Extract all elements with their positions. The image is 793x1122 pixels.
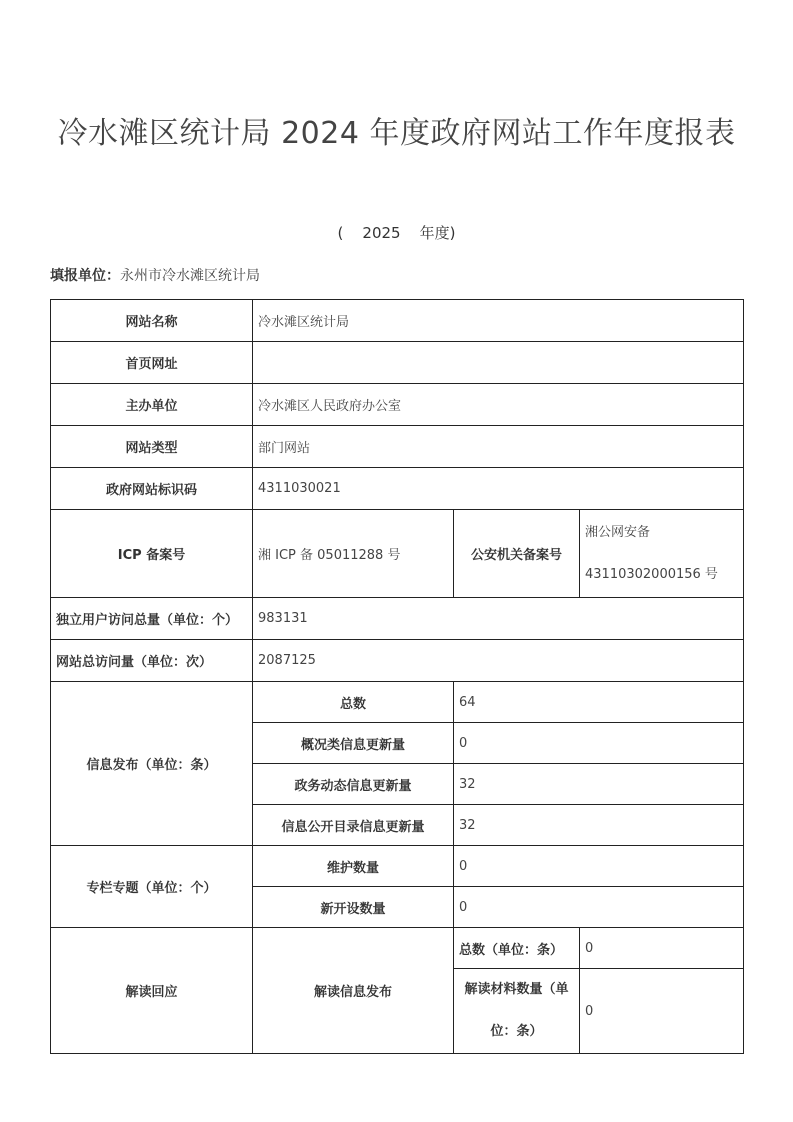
- interpret-materials-value: 0: [580, 969, 744, 1054]
- row-site-id: [51, 468, 744, 510]
- filing-unit-label: 填报单位：: [50, 268, 120, 284]
- interpret-materials-label: [454, 969, 580, 1054]
- interpret-total-value: 0: [580, 928, 744, 969]
- site-type-label: 网站类型: [51, 426, 253, 468]
- info-catalog-label: 信息公开目录信息更新量: [253, 805, 454, 846]
- unique-visitors-label: 独立用户访问总量（单位：个）: [51, 598, 253, 640]
- unique-visitors-value: 983131: [253, 598, 744, 640]
- columns-new-value: 0: [454, 887, 744, 928]
- police-label: 公安机关备案号: [454, 510, 580, 598]
- sponsor-label: 主办单位: [51, 384, 253, 426]
- row-unique-visitors: [51, 598, 744, 640]
- info-overview-value: 0: [454, 723, 744, 764]
- interpret-label: 解读回应: [51, 928, 253, 1054]
- icp-label: ICP 备案号: [51, 510, 253, 598]
- info-total-label: 总数: [253, 682, 454, 723]
- row-homepage: [51, 342, 744, 384]
- interpret-materials-label-line1: 解读材料数量（单: [464, 982, 569, 997]
- filing-unit-value: 永州市冷水滩区统计局: [120, 268, 260, 284]
- homepage-value: [253, 342, 744, 384]
- site-id-label: 政府网站标识码: [51, 468, 253, 510]
- police-value: [580, 510, 744, 598]
- site-id-value: 4311030021: [253, 468, 744, 510]
- info-overview-label: 概况类信息更新量: [253, 723, 454, 764]
- site-type-value: 部门网站: [253, 426, 744, 468]
- interpret-materials-label-line2: 位：条）: [490, 1024, 543, 1039]
- info-affairs-value: 32: [454, 764, 744, 805]
- report-table: [50, 299, 744, 1054]
- site-name-label: 网站名称: [51, 300, 253, 342]
- sponsor-value: 冷水滩区人民政府办公室: [253, 384, 744, 426]
- interpret-total-label: 总数（单位：条）: [454, 928, 580, 969]
- info-catalog-value: 32: [454, 805, 744, 846]
- row-site-type: [51, 426, 744, 468]
- columns-label: 专栏专题（单位：个）: [51, 846, 253, 928]
- homepage-label: 首页网址: [51, 342, 253, 384]
- report-year: ( 2025 年度): [337, 224, 456, 242]
- row-columns-maintain: [51, 846, 744, 887]
- info-affairs-label: 政务动态信息更新量: [253, 764, 454, 805]
- columns-maintain-label: 维护数量: [253, 846, 454, 887]
- info-total-value: 64: [454, 682, 744, 723]
- icp-value: 湘 ICP 备 05011288 号: [253, 510, 454, 598]
- interpret-sub-label: 解读信息发布: [253, 928, 454, 1054]
- row-sponsor: [51, 384, 744, 426]
- page-title: 冷水滩区统计局 2024 年度政府网站工作年度报表: [57, 116, 736, 151]
- total-visits-value: 2087125: [253, 640, 744, 682]
- total-visits-label: 网站总访问量（单位：次）: [51, 640, 253, 682]
- info-publish-label: 信息发布（单位：条）: [51, 682, 253, 846]
- row-info-total: [51, 682, 744, 723]
- row-site-name: [51, 300, 744, 342]
- row-icp: [51, 510, 744, 598]
- columns-new-label: 新开设数量: [253, 887, 454, 928]
- filing-unit: [50, 265, 260, 285]
- site-name-value: 冷水滩区统计局: [253, 300, 744, 342]
- row-total-visits: [51, 640, 744, 682]
- row-interpret-total: [51, 928, 744, 969]
- police-value-line1: 湘公网安备: [585, 524, 651, 540]
- police-value-line2: 43110302000156 号: [585, 566, 718, 582]
- columns-maintain-value: 0: [454, 846, 744, 887]
